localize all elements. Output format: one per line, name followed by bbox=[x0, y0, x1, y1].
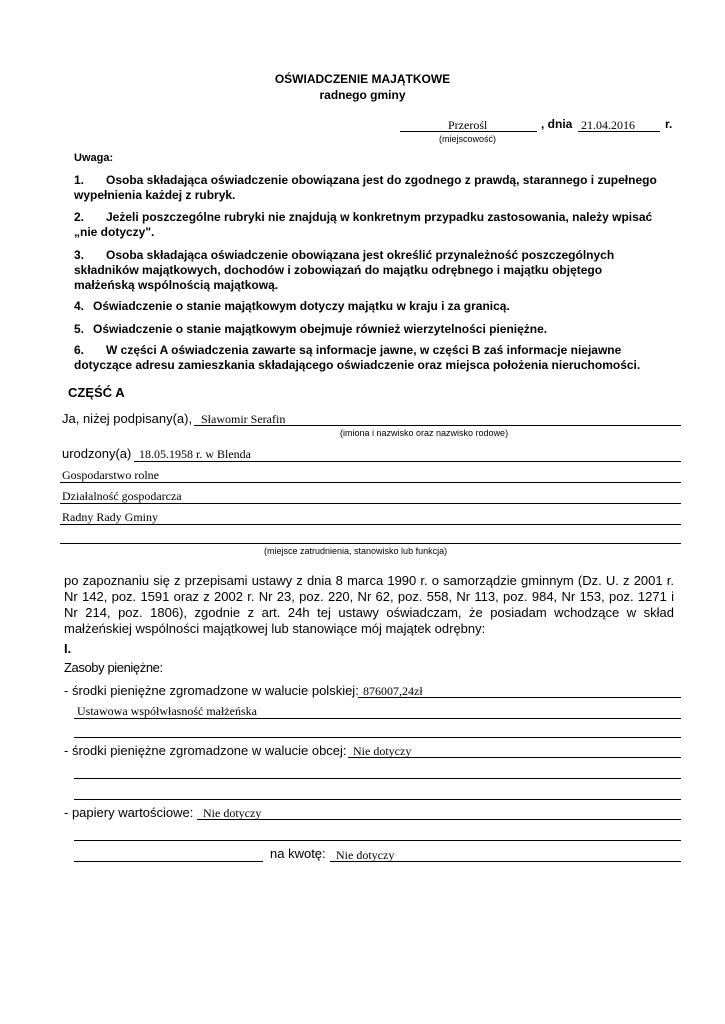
note-1-line2: wypełnienia każdej z rubryk. bbox=[74, 188, 236, 202]
securities-underline-2 bbox=[74, 840, 681, 841]
signer-label: Ja, niżej podpisany(a), bbox=[62, 411, 193, 426]
foreign-underline-2 bbox=[74, 778, 681, 779]
pln-label: - środki pieniężne zgromadzone w walucie polskiej: bbox=[64, 683, 359, 698]
date-value: 21.04.2016 bbox=[581, 118, 635, 132]
signer-caption: (imiona i nazwisko oraz nazwisko rodowe) bbox=[340, 428, 509, 438]
foreign-underline-3 bbox=[74, 799, 681, 800]
amount-value[interactable]: Nie dotyczy bbox=[336, 848, 395, 862]
note-2-num: 2. bbox=[74, 210, 85, 224]
note-1-num: 1. bbox=[74, 173, 85, 187]
pln-value[interactable]: 876007,24zł bbox=[363, 684, 423, 698]
employment-underline-3 bbox=[60, 524, 681, 525]
date-label: , dnia bbox=[541, 117, 573, 131]
note-4-line1: Oświadczenie o stanie majątkowym dotyczy majątku w kraju i za granicą. bbox=[93, 299, 510, 313]
note-6-line2: dotyczące adresu zamieszkania składającego oświadczenie oraz miejsca położenia nieruchomości. bbox=[74, 358, 641, 372]
note-5-num: 5. bbox=[74, 322, 85, 336]
amount-label: na kwotę: bbox=[270, 846, 326, 861]
section-heading: Zasoby pieniężne: bbox=[64, 660, 163, 675]
employment-line-2[interactable]: Działalność gospodarcza bbox=[62, 489, 182, 503]
securities-label: - papiery wartościowe: bbox=[64, 805, 194, 820]
section-roman: I. bbox=[64, 641, 72, 656]
place-value: Przerośl bbox=[448, 118, 488, 132]
amount-underline-left bbox=[74, 861, 263, 862]
note-3-num: 3. bbox=[74, 248, 85, 262]
foreign-label: - środki pieniężne zgromadzone w walucie obcej: bbox=[64, 743, 347, 758]
employment-underline-2 bbox=[60, 503, 681, 504]
notes-heading: Uwaga: bbox=[74, 152, 114, 164]
note-6-num: 6. bbox=[74, 343, 85, 357]
note-4-num: 4. bbox=[74, 299, 85, 313]
signer-value[interactable]: Sławomir Serafin bbox=[201, 412, 286, 426]
pln-note[interactable]: Ustawowa współwłasność małżeńska bbox=[77, 704, 257, 718]
pln-underline-2 bbox=[74, 718, 681, 719]
part-a-heading: CZĘŚĆ A bbox=[68, 385, 125, 400]
employment-line-3[interactable]: Radny Rady Gminy bbox=[62, 510, 158, 524]
intro-paragraph: po zapoznaniu się z przepisami ustawy z dnia 8 marca 1990 r. o samorządzie gminnym (Dz. U. z 2001 r. Nr 142, poz. 1591 oraz z 2002 r. Nr 23, poz. 220, Nr 62, poz. 558, Nr 113, poz. 984, Nr 153, poz. 1271 i Nr 214, poz. 1806), zgodnie z art. 24h tej ustawy oświadczam, że posiadam wchodzące w skład małżeńskiej wspólności majątkowej lub stanowiące mój majątek odrębny: bbox=[64, 573, 674, 636]
note-3-line3: małżeńską wspólnością majątkową. bbox=[74, 278, 279, 292]
form-subtitle: radnego gminy bbox=[319, 88, 406, 102]
securities-underline bbox=[197, 819, 681, 820]
note-3-line1: Osoba składająca oświadczenie obowiązana jest określić przynależność poszczególnych bbox=[106, 248, 615, 262]
employment-underline-1 bbox=[60, 482, 681, 483]
date-suffix: r. bbox=[665, 117, 673, 131]
form-title: OŚWIADCZENIE MAJĄTKOWE bbox=[274, 72, 451, 86]
place-caption: (miejscowość) bbox=[439, 134, 497, 144]
employment-line-1[interactable]: Gospodarstwo rolne bbox=[62, 468, 159, 482]
securities-value[interactable]: Nie dotyczy bbox=[203, 806, 262, 820]
pln-underline-3 bbox=[74, 737, 681, 738]
born-value[interactable]: 18.05.1958 r. w Blenda bbox=[139, 447, 251, 461]
note-2-line2: „nie dotyczy". bbox=[74, 225, 155, 239]
note-3-line2: składników majątkowych, dochodów i zobowiązań do majątku odrębnego i majątku objętego bbox=[74, 263, 603, 277]
employment-underline-4 bbox=[60, 543, 681, 544]
note-1-line1: Osoba składająca oświadczenie obowiązana jest do zgodnego z prawdą, starannego i zupełnego bbox=[106, 173, 657, 187]
note-2-line1: Jeżeli poszczególne rubryki nie znajdują w konkretnym przypadku zastosowania, należy wpisać bbox=[106, 210, 653, 224]
note-5-line1: Oświadczenie o stanie majątkowym obejmuje również wierzytelności pieniężne. bbox=[93, 322, 548, 336]
born-label: urodzony(a) bbox=[62, 446, 132, 461]
foreign-value[interactable]: Nie dotyczy bbox=[353, 744, 412, 758]
note-6-line1: W części A oświadczenia zawarte są informacje jawne, w części B zaś informacje niejawne bbox=[106, 343, 622, 357]
employment-caption: (miejsce zatrudnienia, stanowisko lub funkcja) bbox=[264, 546, 448, 556]
